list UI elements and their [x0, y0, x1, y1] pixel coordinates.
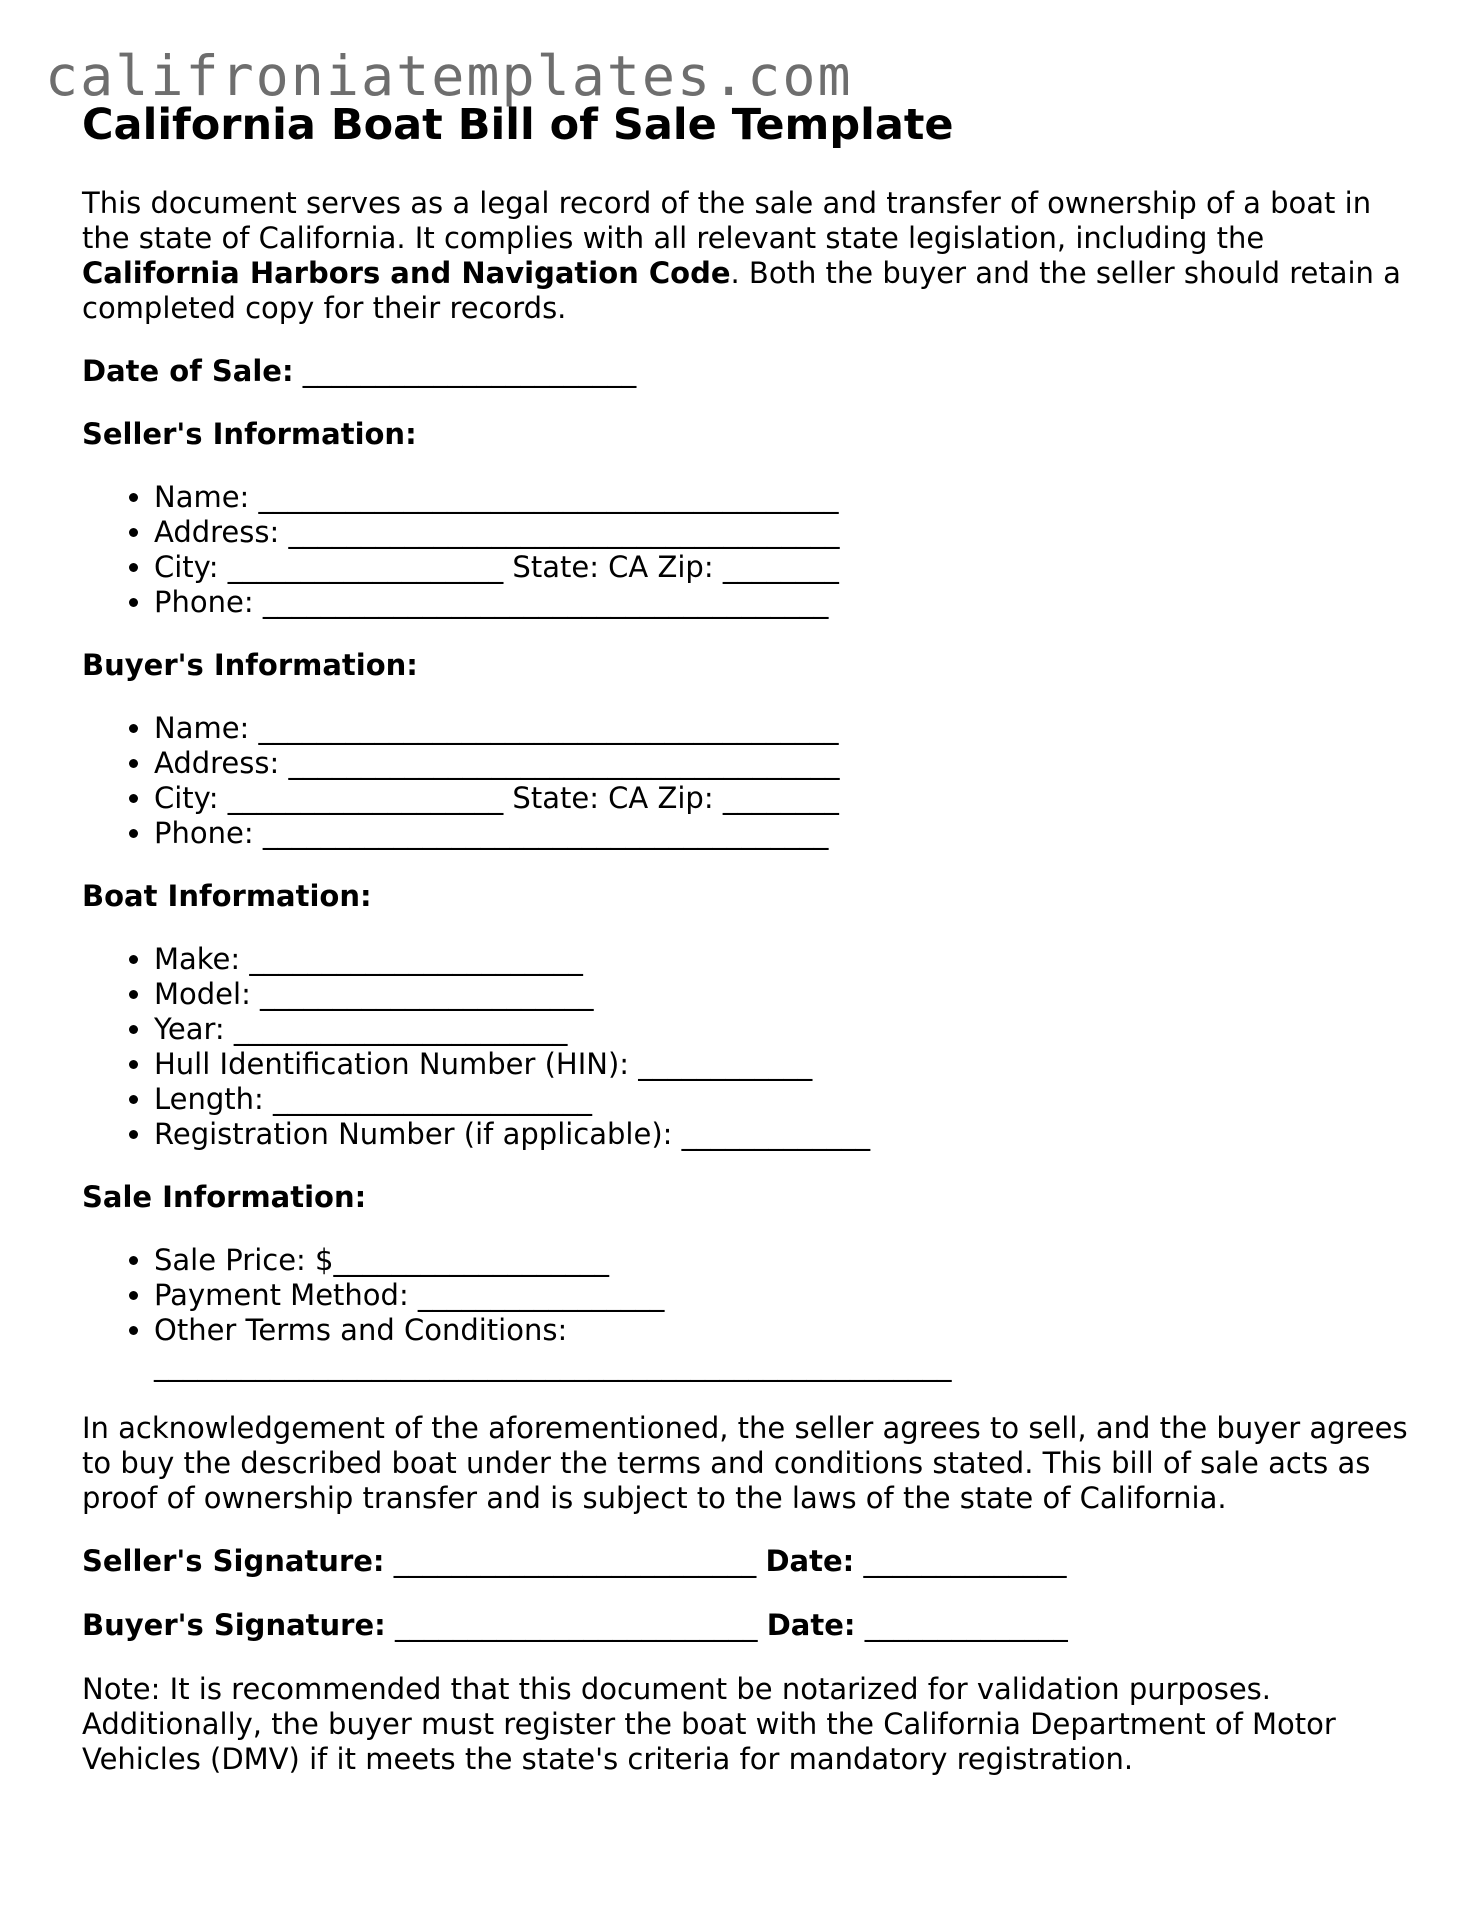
seller-info-heading: Seller's Information: [82, 416, 417, 451]
boat-registration-field[interactable]: • Registration Number (if applicable): _____________ [154, 1117, 1412, 1152]
watermark: califroniatemplates.com [45, 44, 853, 108]
sale-info-list [82, 1243, 1054, 1383]
sale-price-field[interactable]: • Sale Price: $___________________ [154, 1243, 1054, 1278]
closing-paragraph: In acknowledgement of the aforementioned, the seller agrees to sell, and the buyer agrees to buy the described boat under the terms and conditions stated. This bill of sale acts as proof of ownership transfer and is subject to the laws of the state of California. [82, 1410, 1408, 1515]
boat-hin-field[interactable]: • Hull Identification Number (HIN): ____________ [154, 1047, 1412, 1082]
seller-signature-label: Seller's Signature: [82, 1543, 385, 1578]
intro-paragraph [82, 186, 1412, 326]
seller-phone-field[interactable]: • Phone: _______________________________________ [154, 585, 1412, 620]
buyer-city-state-zip-field[interactable]: • City: ___________________ State: CA Zip: ________ [154, 781, 1412, 816]
seller-signature-line[interactable] [82, 1544, 1412, 1579]
note-paragraph: Note: It is recommended that this document be notarized for validation purposes. Additionally, the buyer must register the boat with the California Department of Motor Vehicles (DMV) if it meets the state's criteria for mandatory registration. [82, 1671, 1336, 1776]
document-page [82, 100, 1412, 1777]
intro-text-after: . Both the buyer and the seller should retain a completed copy for their records. [82, 255, 1401, 325]
buyer-date-blank[interactable]: ______________ [864, 1607, 1068, 1642]
buyer-name-field[interactable]: • Name: ________________________________________ [154, 711, 1412, 746]
boat-year-field[interactable]: • Year: _______________________ [154, 1012, 1412, 1047]
intro-text-before: This document serves as a legal record of the sale and transfer of ownership of a boat in the state of California. It complies with all relevant state legislation, including the [82, 185, 1372, 255]
seller-date-label: Date: [765, 1543, 855, 1578]
boat-make-field[interactable]: • Make: _______________________ [154, 942, 1412, 977]
buyer-signature-line[interactable] [82, 1608, 1412, 1643]
intro-legislation: California Harbors and Navigation Code [82, 255, 731, 290]
boat-info-list [82, 942, 1412, 1152]
buyer-phone-field[interactable]: • Phone: _______________________________________ [154, 816, 1412, 851]
boat-info-heading: Boat Information: [82, 878, 372, 913]
seller-signature-blank[interactable]: _________________________ [393, 1543, 757, 1578]
boat-length-field[interactable]: • Length: ______________________ [154, 1082, 1412, 1117]
buyer-signature-blank[interactable]: _________________________ [394, 1607, 758, 1642]
boat-model-field[interactable]: • Model: _______________________ [154, 977, 1412, 1012]
buyer-signature-label: Buyer's Signature: [82, 1607, 386, 1642]
date-of-sale-label: Date of Sale: [82, 353, 294, 388]
page-title: California Boat Bill of Sale Template [82, 100, 954, 150]
buyer-info-heading: Buyer's Information: [82, 647, 418, 682]
date-of-sale-blank[interactable]: _______________________ [302, 353, 637, 388]
seller-date-blank[interactable]: ______________ [863, 1543, 1067, 1578]
buyer-info-list [82, 711, 1412, 851]
buyer-address-field[interactable]: • Address: ______________________________________ [154, 746, 1412, 781]
seller-city-state-zip-field[interactable]: • City: ___________________ State: CA Zip: ________ [154, 550, 1412, 585]
buyer-date-label: Date: [766, 1607, 856, 1642]
seller-address-field[interactable]: • Address: ______________________________________ [154, 515, 1412, 550]
seller-name-field[interactable]: • Name: ________________________________________ [154, 480, 1412, 515]
seller-info-list [82, 480, 1412, 620]
sale-info-heading: Sale Information: [82, 1179, 367, 1214]
other-terms-field[interactable]: • Other Terms and Conditions: _______________________________________________________ [154, 1313, 1054, 1383]
payment-method-field[interactable]: • Payment Method: _________________ [154, 1278, 1054, 1313]
date-of-sale-field[interactable] [82, 354, 1412, 389]
